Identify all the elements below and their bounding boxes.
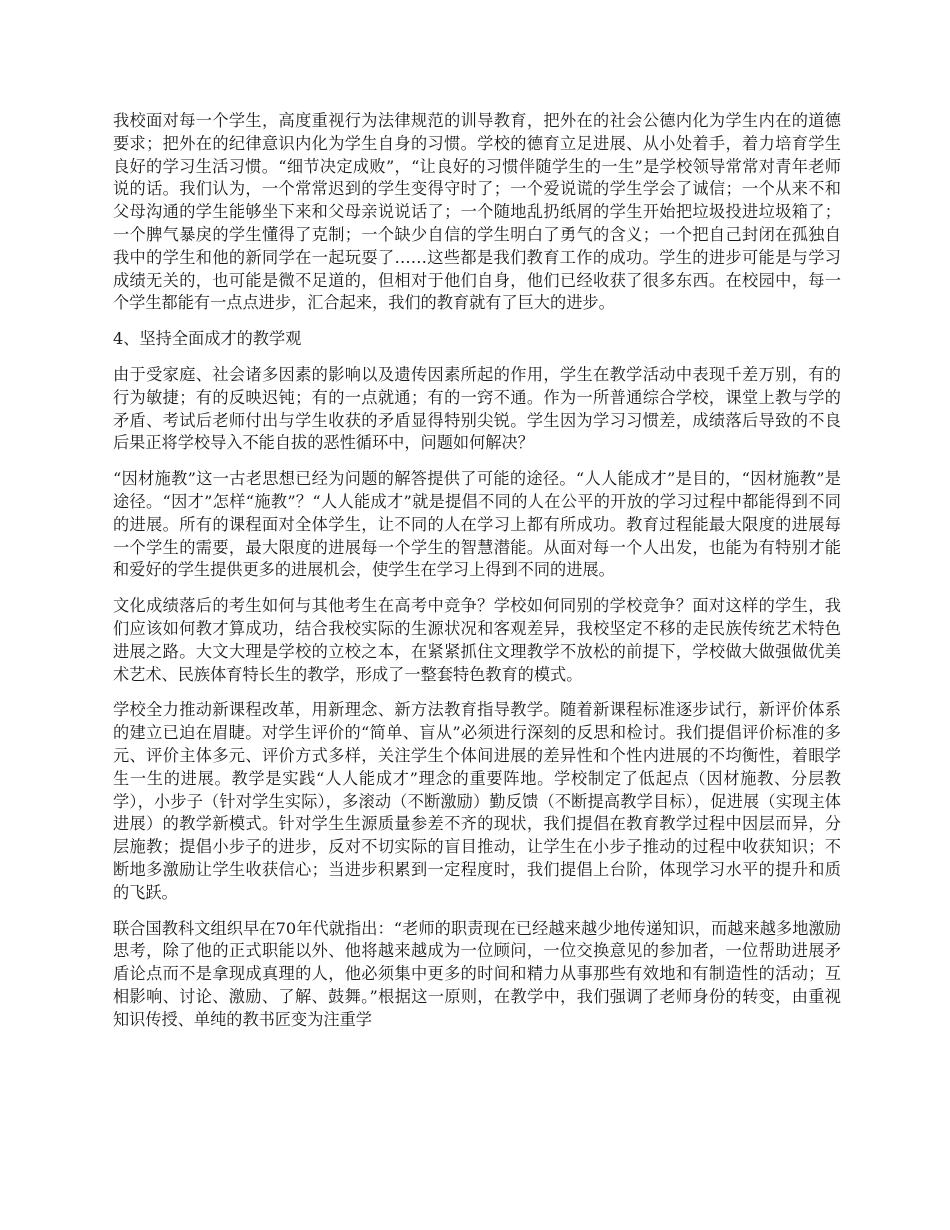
paragraph-competition: 文化成绩落后的考生如何与其他考生在高考中竞争？学校如何同别的学校竞争？面对这样的学生，我们应该如何教才算成功，结合我校实际的生源状况和客观差异，我校坚定不移的走民族传统艺术特色进展之路。大文大理是学校的立校之本，在紧紧抓住文理教学不放松的前提下，学校做大做强做优美术艺术、民族体育特长生的教学，形成了一整套特色教育的模式。 [113,596,841,684]
paragraph-student-differences: 由于受家庭、社会诸多因素的影响以及遗传因素所起的作用，学生在教学活动中表现千差万别，有的行为敏捷；有的反映迟钝；有的一点就通；有的一窍不通。作为一所普通综合学校，课堂上教与学的矛盾、考试后老师付出与学生收获的矛盾显得特别尖锐。学生因为学习习惯差，成绩落后导致的不良后果正将学校导入不能自拔的恶性循环中，问题如何解决？ [113,364,841,453]
section-heading: 4、坚持全面成才的教学观 [113,329,302,349]
paragraph-curriculum-reform: 学校全力推动新课程改革，用新理念、新方法教育指导教学。随着新课程标准逐步试行，新评价体系的建立已迫在眉睫。对学生评价的“简单、盲从”必须进行深刻的反思和检讨。我们提倡评价标准的多元、评价主体多元、评价方式多样，关注学生个体间进展的差异性和个性内进展的不均衡性，着眼学生一生的进展。教学是实践“人人能成才”理念的重要阵地。学校制定了低起点（因材施教、分层教学），小步子（针对学生实际），多滚动（不断激励）勤反馈（不断提高教学目标），促进展（实现主体进展）的教学新模式。针对学生生源质量参差不齐的现状，我们提倡在教育教学过程中因层而异，分层施教；提倡小步子的进步，反对不切实际的盲目推动，让学生在小步子推动的过程中收获知识；不断地多激励让学生收获信心；当进步积累到一定程度时，我们提倡上台阶，体现学习水平的提升和质的飞跃。 [113,700,841,902]
paragraph-teaching-by-aptitude: “因材施教”这一古老思想已经为问题的解答提供了可能的途径。“人人能成才”是目的，“因材施教”是途径。“因才”怎样“施教”？“人人能成才”就是提倡不同的人在公平的开放的学习过程中都能得到不同的进展。所有的课程面对全体学生，让不同的人在学习上都有所成功。教育过程能最大限度的进展每一个学生的需要，最大限度的进展每一个学生的智慧潜能。从面对每一个人出发，也能为有特别才能和爱好的学生提供更多的进展机会，使学生在学习上得到不同的进展。 [113,469,841,580]
paragraph-moral-education: 我校面对每一个学生，高度重视行为法律规范的训导教育，把外在的社会公德内化为学生内在的道德要求；把外在的纪律意识内化为学生自身的习惯。学校的德育立足进展、从小处着手，着力培育学生良好的学习生活习惯。“细节决定成败”，“让良好的习惯伴随学生的一生”是学校领导常常对青年老师说的话。我们认为，一个常常迟到的学生变得守时了；一个爱说谎的学生学会了诚信；一个从来不和父母沟通的学生能够坐下来和父母亲说说话了；一个随地乱扔纸屑的学生开始把垃圾投进垃圾箱了；一个脾气暴戾的学生懂得了克制；一个缺少自信的学生明白了勇气的含义；一个把自己封闭在孤独自我中的学生和他的新同学在一起玩耍了……这些都是我们教育工作的成功。学生的进步可能是与学习成绩无关的，也可能是微不足道的，但相对于他们自身，他们已经收获了很多东西。在校园中，每一个学生都能有一点点进步，汇合起来，我们的教育就有了巨大的进步。 [113,111,841,313]
document-body [113,110,841,1044]
paragraph-unesco: 联合国教科文组织早在70年代就指出：“老师的职责现在已经越来越少地传递知识，而越来越多地激励思考，除了他的正式职能以外、他将越来越成为一位顾问，一位交换意见的参加者，一位帮助进展矛盾论点而不是拿现成真理的人，他必须集中更多的时间和精力从事那些有效地和有制造性的活动；互相影响、讨论、激励、了解、鼓舞。”根据这一原则，在教学中，我们强调了老师身份的转变，由重视知识传授、单纯的教书匠变为注重学 [113,918,841,1029]
